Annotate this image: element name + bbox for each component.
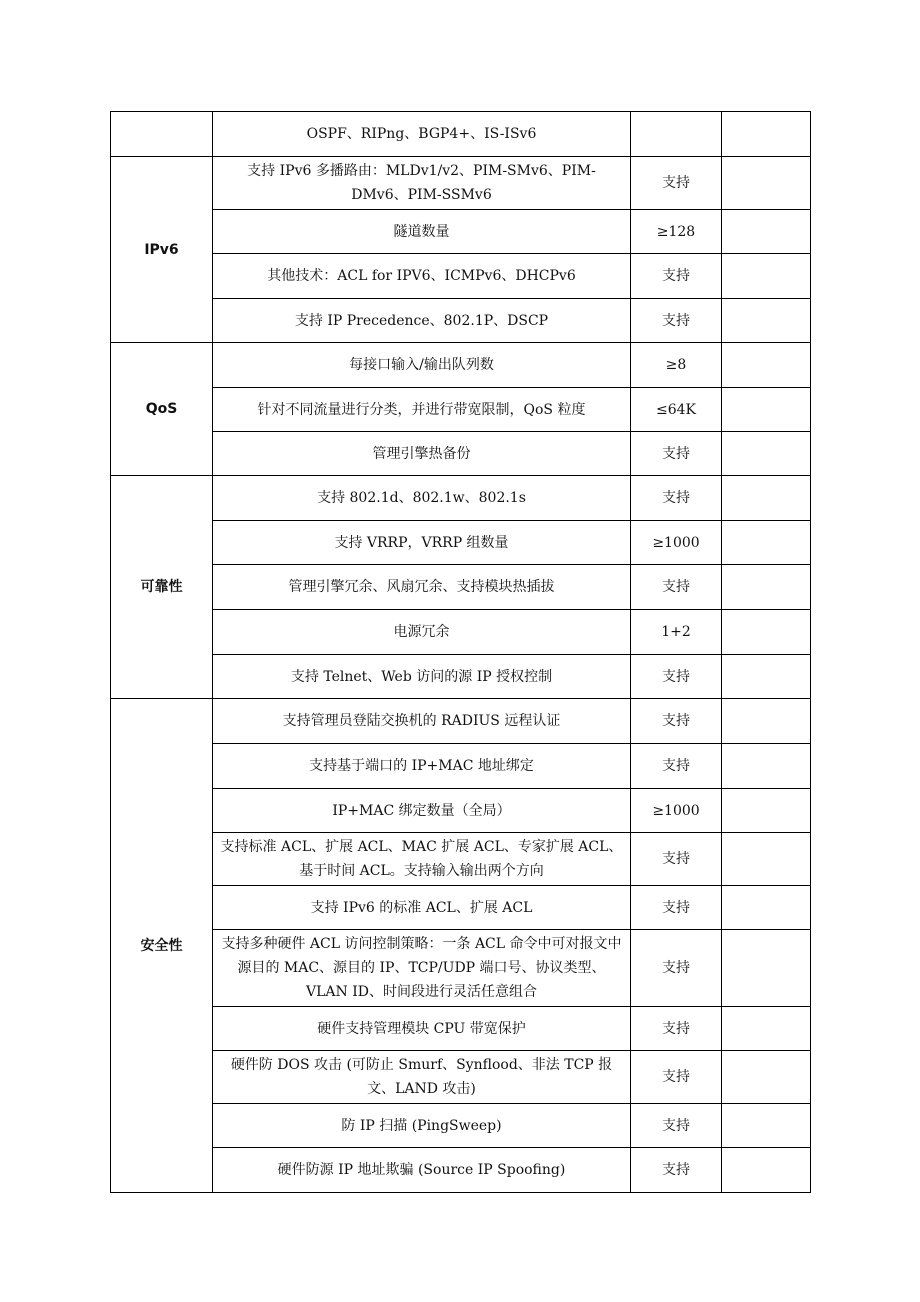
value-cell: 支持 [631,1104,722,1148]
value-cell: 支持 [631,432,722,476]
note-cell [722,1148,811,1193]
category-ipv6: IPv6 [111,157,213,343]
value-cell: 支持 [631,930,722,1007]
note-cell [722,343,811,388]
note-cell [722,112,811,157]
table-row [111,1148,811,1193]
category-qos: QoS [111,343,213,476]
note-cell [722,388,811,432]
requirement-cell: 支持 IPv6 多播路由：MLDv1/v2、PIM-SMv6、PIM-DMv6、PIM-SSMv6 [213,157,631,210]
value-cell: ≤64K [631,388,722,432]
value-cell: 1+2 [631,610,722,655]
requirement-cell: 支持 IPv6 的标准 ACL、扩展 ACL [213,886,631,930]
note-cell [722,432,811,476]
note-cell [722,1051,811,1104]
value-cell: ≥1000 [631,521,722,565]
note-cell [722,744,811,789]
table-row [111,476,811,521]
value-cell: ≥8 [631,343,722,388]
value-cell: 支持 [631,655,722,699]
requirement-cell: 支持多种硬件 ACL 访问控制策略：一条 ACL 命令中可对报文中源目的 MAC、源目的 IP、TCP/UDP 端口号、协议类型、VLAN ID、时间段进行灵活任意组合 [213,930,631,1007]
note-cell [722,254,811,299]
table-row [111,254,811,299]
note-cell [722,299,811,343]
category-security: 安全性 [111,699,213,1193]
table-row [111,388,811,432]
note-cell [722,565,811,610]
requirement-cell: 支持 VRRP，VRRP 组数量 [213,521,631,565]
table-row [111,112,811,157]
value-cell: 支持 [631,1051,722,1104]
category-reliability: 可靠性 [111,476,213,699]
category-blank [111,112,213,157]
requirement-cell: 硬件防 DOS 攻击 (可防止 Smurf、Synflood、非法 TCP 报文、LAND 攻击) [213,1051,631,1104]
requirement-cell: 支持 Telnet、Web 访问的源 IP 授权控制 [213,655,631,699]
table-row [111,930,811,1007]
note-cell [722,157,811,210]
requirement-cell: 针对不同流量进行分类，并进行带宽限制，QoS 粒度 [213,388,631,432]
table-row [111,1007,811,1051]
spec-table [110,111,811,1193]
table-row [111,565,811,610]
table-row [111,157,811,210]
table-row [111,1051,811,1104]
requirement-cell: 硬件防源 IP 地址欺骗 (Source IP Spoofing) [213,1148,631,1193]
value-cell: 支持 [631,254,722,299]
table-row [111,210,811,254]
requirement-cell: 管理引擎冗余、风扇冗余、支持模块热插拔 [213,565,631,610]
requirement-cell: 电源冗余 [213,610,631,655]
note-cell [722,1007,811,1051]
value-cell: 支持 [631,744,722,789]
value-cell: 支持 [631,476,722,521]
table-row [111,833,811,886]
note-cell [722,610,811,655]
requirement-cell: 硬件支持管理模块 CPU 带宽保护 [213,1007,631,1051]
value-cell: 支持 [631,886,722,930]
note-cell [722,930,811,1007]
value-cell: 支持 [631,699,722,744]
note-cell [722,210,811,254]
value-cell: 支持 [631,833,722,886]
table-row [111,655,811,699]
table-row [111,699,811,744]
table-row [111,1104,811,1148]
requirement-cell: 防 IP 扫描 (PingSweep) [213,1104,631,1148]
value-cell: ≥128 [631,210,722,254]
requirement-cell: 每接口输入/输出队列数 [213,343,631,388]
table-row [111,789,811,833]
value-cell: 支持 [631,157,722,210]
note-cell [722,699,811,744]
requirement-cell: 支持管理员登陆交换机的 RADIUS 远程认证 [213,699,631,744]
value-cell [631,112,722,157]
table-row [111,343,811,388]
value-cell: 支持 [631,565,722,610]
requirement-cell: 隧道数量 [213,210,631,254]
value-cell: ≥1000 [631,789,722,833]
note-cell [722,886,811,930]
requirement-cell: 支持 IP Precedence、802.1P、DSCP [213,299,631,343]
requirement-cell: 支持基于端口的 IP+MAC 地址绑定 [213,744,631,789]
note-cell [722,1104,811,1148]
note-cell [722,476,811,521]
note-cell [722,833,811,886]
table-row [111,886,811,930]
requirement-cell: 管理引擎热备份 [213,432,631,476]
table-row [111,521,811,565]
table-row [111,432,811,476]
note-cell [722,789,811,833]
value-cell: 支持 [631,299,722,343]
requirement-cell: 支持 802.1d、802.1w、802.1s [213,476,631,521]
requirement-cell: 其他技术：ACL for IPV6、ICMPv6、DHCPv6 [213,254,631,299]
note-cell [722,655,811,699]
value-cell: 支持 [631,1007,722,1051]
requirement-cell: OSPF、RIPng、BGP4+、IS-ISv6 [213,112,631,157]
value-cell: 支持 [631,1148,722,1193]
note-cell [722,521,811,565]
spec-table-body [111,112,811,1193]
requirement-cell: 支持标准 ACL、扩展 ACL、MAC 扩展 ACL、专家扩展 ACL、基于时间 ACL。支持输入输出两个方向 [213,833,631,886]
requirement-cell: IP+MAC 绑定数量（全局） [213,789,631,833]
table-row [111,299,811,343]
table-row [111,610,811,655]
table-row [111,744,811,789]
